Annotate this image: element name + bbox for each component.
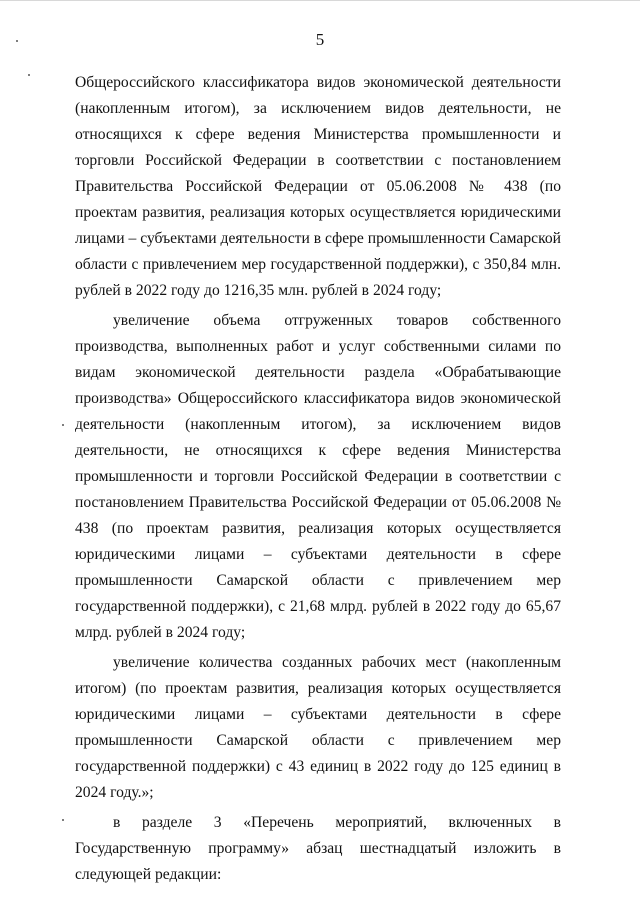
paragraph-3: увеличение количества созданных рабочих мест (накопленным итогом) (по проектам развития, реализация которых осуществляется юридическими лицами – субъектами деятельности в сфере промышленности Самарской области с привлечением мер государственной поддержки) с 43 единиц в 2022 году до 125 единиц в 2024 году.»; [75,654,561,801]
paragraph-2: увеличение объема отгруженных товаров собственного производства, выполненных работ и услуг собственными силами по видам экономической деятельности раздела «Обрабатывающие производства» Общероссийского классификатора видов экономической деятельности (накопленным итогом), за исключением видов деятельности, не относящихся к сфере ведения Министерства промышленности и торговли Российской Федерации в соответствии с постановлением Правительства Российской Федерации от 05.06.2008 № 438 (по проектам развития, реализация которых осуществляется юридическими лицами – субъектами деятельности в сфере промышленности Самарской области с привлечением мер государственной поддержки), с 21,68 млрд. рублей в 2022 году до 65,67 млрд. рублей в 2024 году; [75,312,561,641]
paragraph-4: в разделе 3 «Перечень мероприятий, включенных в Государственную программу» абзац шестнадцатый изложить в следующей редакции: [75,814,561,883]
paragraph-1: Общероссийского классификатора видов экономической деятельности (накопленным итогом), за исключением видов деятельности, не относящихся к сфере ведения Министерства промышленности и торговли Российской Федерации в соответствии с постановлением Правительства Российской Федерации от 05.06.2008 № 438 (по проектам развития, реализация которых осуществляется юридическими лицами – субъектами деятельности в сфере промышленности Самарской области с привлечением мер государственной поддержки), с 350,84 млн. рублей в 2022 году до 1216,35 млн. рублей в 2024 году; [75,74,561,299]
scan-speck [28,74,30,76]
document-body [75,70,561,888]
scan-speck [62,424,64,426]
top-rule [0,0,640,1]
scan-speck [62,819,64,821]
page-number: 5 [315,30,325,49]
